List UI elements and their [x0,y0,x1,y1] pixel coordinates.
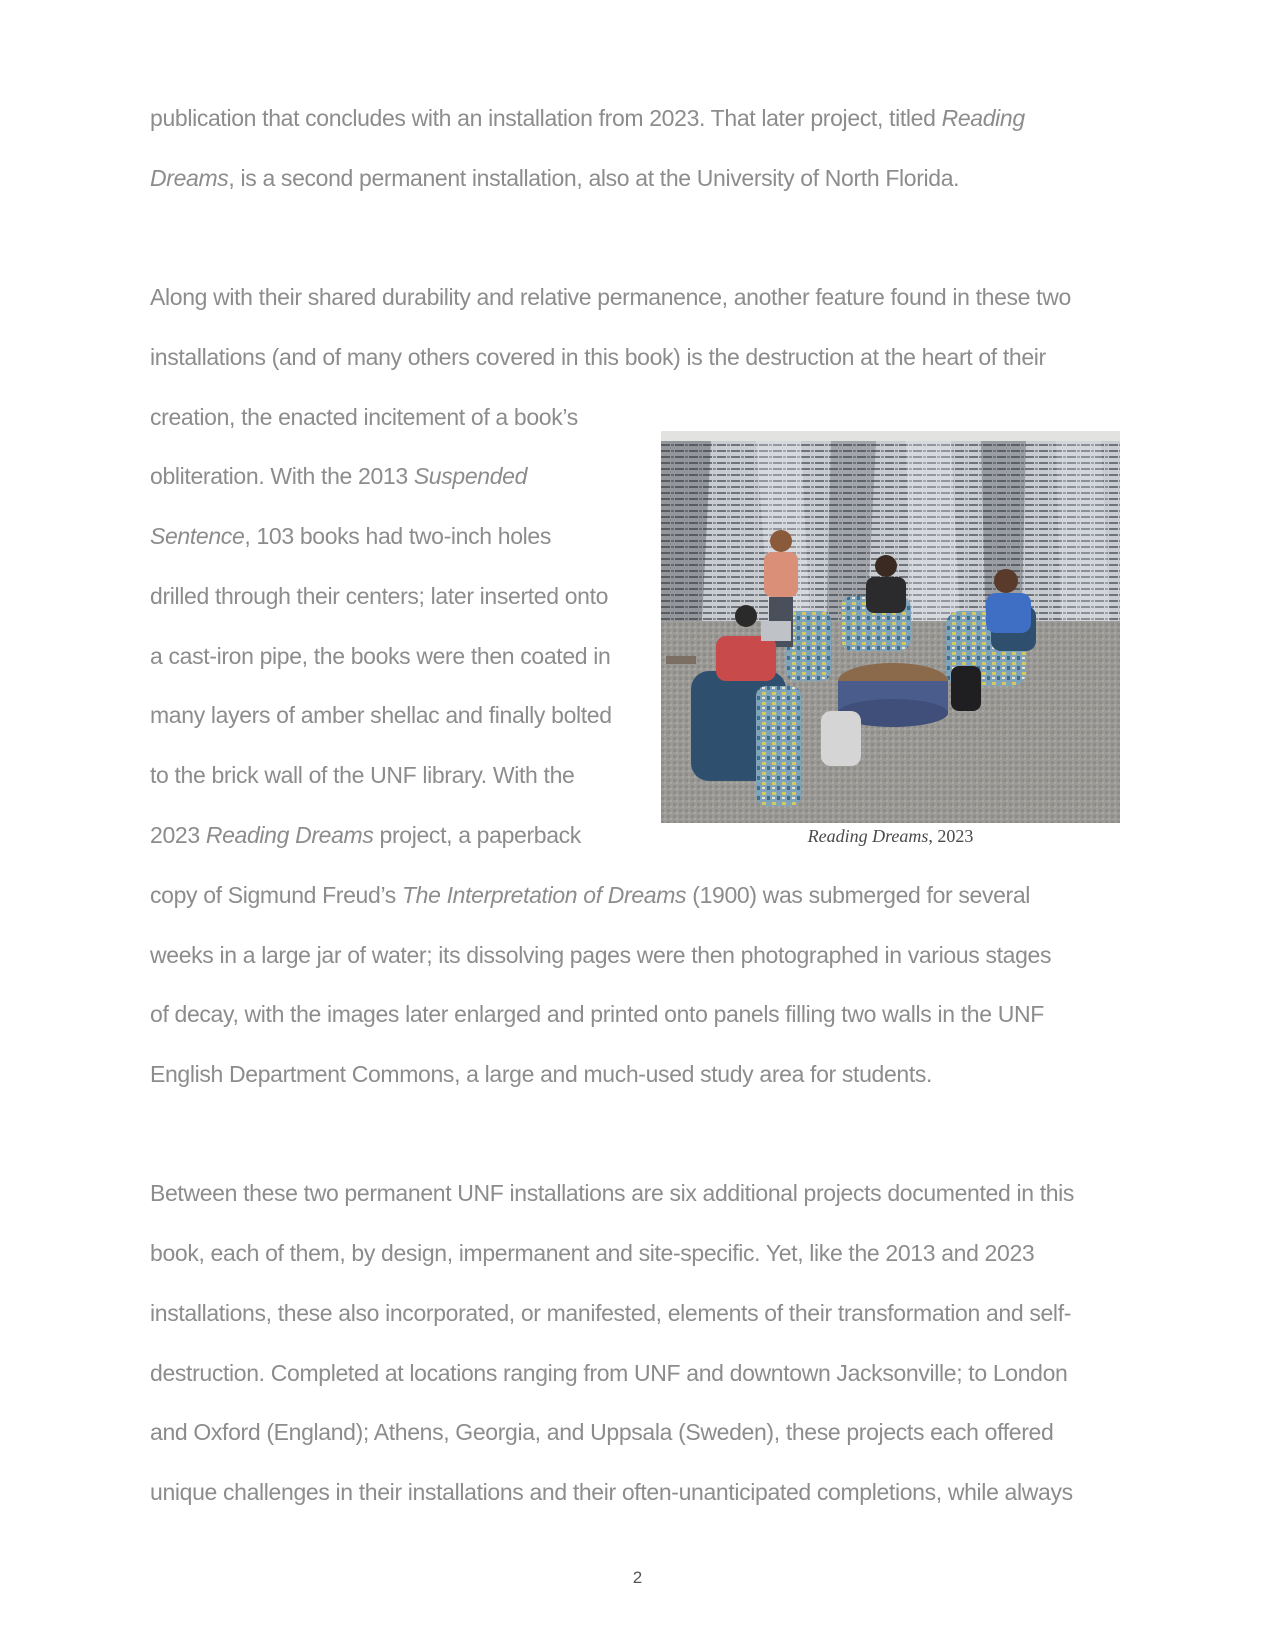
paragraph-2-line-6: drilled through their centers; later inserted onto [150,583,609,609]
paragraph-2-line-8: many layers of amber shellac and finally bolted [150,702,612,728]
paragraph-2-line-2: installations (and of many others covered in this book) is the destruction at the heart of their [150,344,1046,370]
paragraph-2-line-12: weeks in a large jar of water; its dissolving pages were then photographed in various stages [150,942,1052,968]
paragraph-2-line-7: a cast-iron pipe, the books were then coated in [150,643,611,669]
paragraph-3-line-3: installations, these also incorporated, or manifested, elements of their transformation and self- [150,1300,1072,1326]
paragraph-2-line-9: to the brick wall of the UNF library. With the [150,762,575,788]
paragraph-3-line-5: and Oxford (England); Athens, Georgia, and Uppsala (Sweden), these projects each offered [150,1419,1054,1445]
paragraph-2-line-14: English Department Commons, a large and much-used study area for students. [150,1061,933,1087]
paragraph-3-line-2: book, each of them, by design, impermanent and site-specific. Yet, like the 2013 and 2023 [150,1240,1035,1266]
paragraph-3-line-4: destruction. Completed at locations ranging from UNF and downtown Jacksonville; to London [150,1360,1068,1386]
paragraph-2-line-13: of decay, with the images later enlarged and printed onto panels filling two walls in the UNF [150,1001,1044,1027]
paragraph-2-line-5: Sentence, 103 books had two-inch holes [150,523,551,549]
paragraph-3-line-6: unique challenges in their installations and their often-unanticipated completions, while always [150,1479,1073,1505]
paragraph-2-line-1: Along with their shared durability and relative permanence, another feature found in these two [150,284,1071,310]
paragraph-2-line-3: creation, the enacted incitement of a book’s [150,404,578,430]
installation-photo [661,431,1120,823]
paragraph-1-line-2: Dreams, is a second permanent installation, also at the University of North Florida. [150,165,960,191]
paragraph-2-line-11: copy of Sigmund Freud’s The Interpretation of Dreams (1900) was submerged for several [150,882,1031,908]
photo-caption: Reading Dreams, 2023 [807,826,974,846]
paragraph-3-line-1: Between these two permanent UNF installations are six additional projects documented in this [150,1180,1075,1206]
paragraph-2-line-10: 2023 Reading Dreams project, a paperback [150,822,581,848]
paragraph-2-line-4: obliteration. With the 2013 Suspended [150,463,528,489]
paragraph-1-line-1: publication that concludes with an installation from 2023. That later project, titled Reading [150,105,1025,131]
page-number: 2 [632,1568,643,1587]
